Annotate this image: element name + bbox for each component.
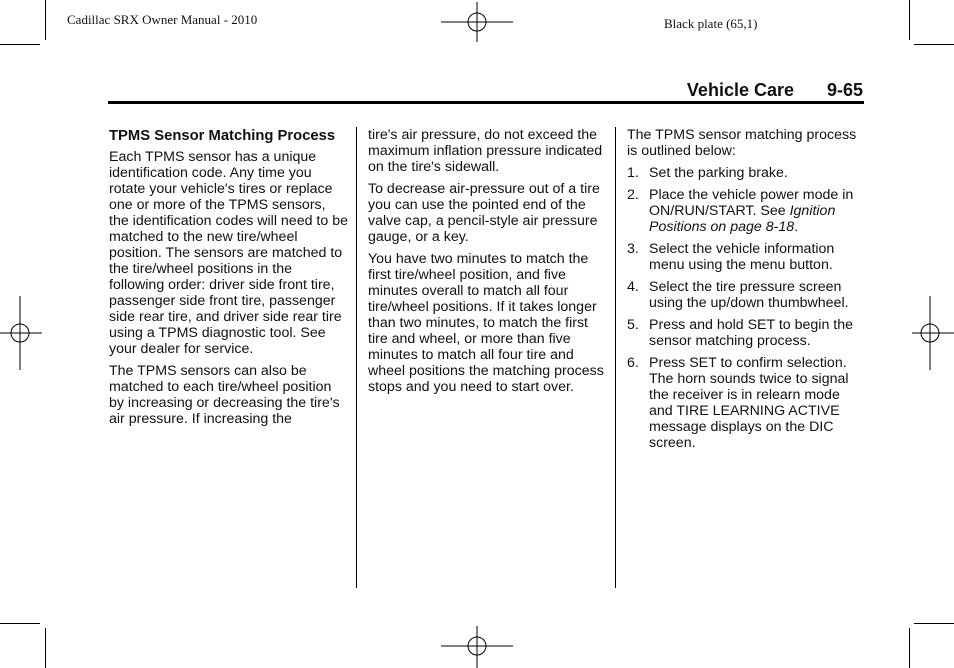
step-number: 6. — [627, 355, 639, 371]
header-rule — [108, 101, 864, 104]
crop-mark-top-right-h — [914, 44, 954, 45]
step-number: 3. — [627, 241, 639, 257]
list-item — [627, 279, 867, 311]
step-number: 4. — [627, 279, 639, 295]
column-3 — [627, 127, 867, 457]
page-number: 9-65 — [827, 80, 864, 100]
step-text-end: . — [794, 219, 799, 235]
step-number: 2. — [627, 187, 639, 203]
manual-title: Cadillac SRX Owner Manual - 2010 — [67, 12, 258, 27]
step-text: Set the parking brake. — [649, 165, 788, 181]
crop-mark-bottom-left-v — [45, 628, 46, 668]
column-2 — [368, 127, 608, 401]
paragraph: tire's air pressure, do not exceed the maximum inflation pressure indicated on the tire's sidewall. — [368, 127, 603, 175]
section-heading: TPMS Sensor Matching Process — [109, 128, 336, 144]
crop-mark-top-left-v — [45, 0, 46, 40]
cross-reference-link[interactable]: Ignition Positions on page 8-18 — [649, 203, 836, 235]
step-text: Press and hold SET to begin the sensor matching process. — [649, 317, 854, 349]
section-title: Vehicle Care — [686, 80, 794, 100]
plate-label: Black plate (65,1) — [664, 16, 758, 31]
column-divider-1 — [356, 127, 357, 588]
registration-mark-top-icon — [441, 2, 515, 42]
paragraph: Each TPMS sensor has a unique identification code. Any time you rotate your vehicle's tires or replace one or more of the TPMS sensors, the identification codes will need to be matched to the new tire/wheel position. The sensors are matched to the tire/wheel positions in the following order: driver side front tire, passenger side front tire, passenger side rear tire, and driver side rear tire using a TPMS diagnostic tool. See your dealer for service. — [109, 149, 348, 357]
paragraph: The TPMS sensors can also be matched to each tire/wheel position by increasing or decreasing the tire's air pressure. If increasing the — [109, 363, 340, 427]
steps-intro: The TPMS sensor matching process is outlined below: — [627, 127, 857, 159]
crop-mark-bottom-left-h — [0, 623, 40, 624]
step-text: Press SET to confirm selection. The horn sounds twice to signal the receiver is in relearn mode and TIRE LEARNING ACTIVE message displays on the DIC screen. — [649, 355, 849, 451]
registration-mark-right-icon — [912, 296, 954, 370]
paragraph: You have two minutes to match the first tire/wheel position, and five minutes overall to match all four tire/wheel positions. If it takes longer than two minutes, to match the first tire and wheel, or more than five minutes to match all four tire and wheel positions the matching process stops and you need to start over. — [368, 251, 604, 395]
step-text: Place the vehicle power mode in ON/RUN/START. See — [649, 187, 854, 219]
steps-list — [627, 165, 867, 451]
crop-mark-top-left-h — [0, 44, 40, 45]
step-number: 1. — [627, 165, 639, 181]
paragraph: To decrease air-pressure out of a tire you can use the pointed end of the valve cap, a pencil-style air pressure gauge, or a key. — [368, 181, 600, 245]
column-1 — [109, 127, 349, 433]
registration-mark-left-icon — [0, 296, 42, 370]
column-divider-2 — [615, 127, 616, 588]
step-text: Select the vehicle information menu using the menu button. — [649, 241, 835, 273]
crop-mark-bottom-right-h — [914, 623, 954, 624]
list-item — [627, 165, 867, 181]
step-number: 5. — [627, 317, 639, 333]
crop-mark-bottom-right-v — [909, 628, 910, 668]
list-item — [627, 187, 867, 235]
step-text: Select the tire pressure screen using the up/down thumbwheel. — [649, 279, 849, 311]
list-item — [627, 355, 867, 451]
list-item — [627, 241, 867, 273]
crop-mark-top-right-v — [909, 0, 910, 40]
list-item — [627, 317, 867, 349]
registration-mark-bottom-icon — [441, 626, 515, 668]
